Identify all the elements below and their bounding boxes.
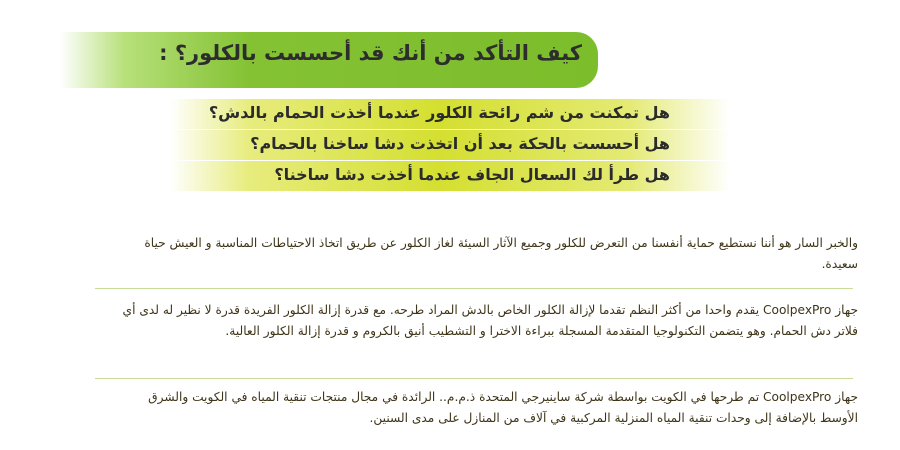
page-title: كيف التأكد من أنك قد أحسست بالكلور؟ : — [159, 41, 582, 65]
paragraph-good-news: والخبر السار هو أننا نستطيع حماية أنفسنا من التعرض للكلور وجميع الآثار السيئة لغاز الكلور عن طريق اتخاذ الاحتياطات المناسبة و العيش حياة سعيدة. — [144, 236, 858, 271]
paragraph-coolpexpro-features: جهاز CoolpexPro يقدم واحدا من أكثر النظم تقدما لإزالة الكلور الخاص بالدش المراد طرحه. مع قدرة إزالة الكلور الفريدة قدرة لا نظير له لدى أي فلاتر دش الحمام. وهو يتضمن التكنولوجيا المتقدمة المسجلة ببراءة الاخترا و التشطيب أنيق بالكروم و قدرة إزالة الكلور العالية. — [122, 303, 858, 338]
question-3: هل طرأ لك السعال الجاف عندما أخذت دشا ساخنا؟ — [274, 165, 670, 184]
question-2: هل أحسست بالحكة بعد أن اتخذت دشا ساخنا بالحمام؟ — [250, 134, 670, 153]
divider-2 — [95, 378, 853, 379]
divider-1 — [95, 288, 853, 289]
question-banner-3 — [170, 161, 730, 191]
title-banner — [60, 32, 598, 88]
question-banner-2 — [170, 130, 730, 160]
question-banner-1 — [170, 99, 730, 129]
paragraph-coolpexpro-distribution: جهاز CoolpexPro تم طرحها في الكويت بواسطة شركة ساينيرجي المتحدة ذ.م.م.. الرائدة في مجال منتجات تنقية المياه في الكويت والشرق الأوسط بالإضافة إلى وحدات تنقية المياه المنزلية المركبية في آلاف من المنازل على مدى السنين. — [148, 390, 858, 425]
question-1: هل تمكنت من شم رائحة الكلور عندما أخذت الحمام بالدش؟ — [208, 103, 670, 122]
